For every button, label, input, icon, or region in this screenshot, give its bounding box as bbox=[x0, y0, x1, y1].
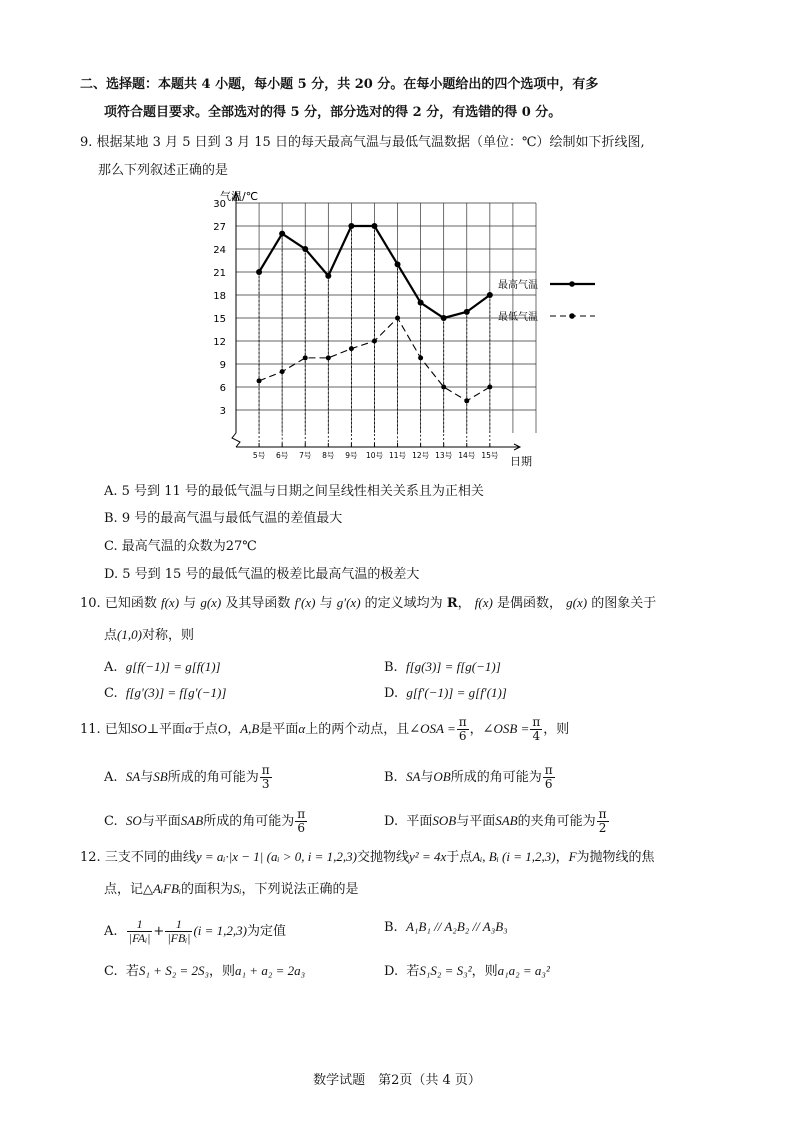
data-point bbox=[395, 261, 401, 267]
q12-math: F bbox=[568, 849, 577, 864]
section-heading-line-1: 二、选择题：本题共 4 小题，每小题 5 分，共 20 分。在每小题给出的四个选项中，有多 bbox=[80, 77, 599, 92]
option-text: 所成的角可能为 bbox=[167, 770, 259, 785]
chart-axes bbox=[232, 192, 520, 450]
option-math: SA bbox=[405, 769, 421, 784]
q12-text: 交抛物线 bbox=[357, 850, 410, 865]
q11-number: 11. bbox=[80, 722, 101, 737]
data-point bbox=[395, 316, 400, 321]
q11-text: ， bbox=[469, 722, 483, 737]
frac-num: π bbox=[458, 715, 467, 729]
q9-option-c: C. 最高气温的众数为27℃ bbox=[104, 539, 257, 554]
data-point bbox=[257, 378, 262, 383]
q11-math: SO bbox=[130, 721, 147, 736]
q11-math: ∠OSB = bbox=[482, 721, 530, 736]
data-point bbox=[302, 246, 308, 252]
option-math: A₁B₁ // A₂B₂ // A₃B₃ bbox=[405, 919, 508, 934]
q12-math: Sᵢ bbox=[232, 881, 242, 896]
option-text: ，则 bbox=[209, 964, 236, 979]
chart-grid bbox=[236, 203, 536, 443]
y-tick-label: 18 bbox=[213, 291, 226, 302]
q10-text: 是偶函数， bbox=[496, 596, 562, 611]
y-tick-label: 9 bbox=[219, 360, 226, 371]
q11-text: ， bbox=[227, 722, 241, 737]
q10-text: ， bbox=[457, 596, 471, 611]
data-point bbox=[348, 223, 354, 229]
x-tick-label: 9号 bbox=[345, 451, 358, 460]
option-label: B. bbox=[384, 920, 398, 935]
q9-option-a: A. 5 号到 11 号的最低气温与日期之间呈线性相关关系且为正相关 bbox=[104, 484, 484, 499]
q12-math: y = aᵢ·|x − 1| (aᵢ > 0, i = 1,2,3) bbox=[195, 849, 358, 864]
q11-text: 是平面 bbox=[259, 722, 299, 737]
x-tick-label: 14号 bbox=[458, 451, 476, 460]
frac-num: π bbox=[261, 763, 270, 777]
y-tick-label: 3 bbox=[219, 406, 226, 417]
y-tick-label: 12 bbox=[213, 337, 226, 348]
y-tick-label: 21 bbox=[213, 268, 226, 279]
option-math: SA bbox=[125, 769, 141, 784]
option-math: SO bbox=[125, 813, 142, 828]
q9-option-b: B. 9 号的最高气温与最低气温的差值最大 bbox=[104, 511, 343, 526]
q9-option-d: D. 5 号到 15 号的最低气温的极差比最高气温的极差大 bbox=[104, 567, 420, 582]
option-label: A. bbox=[104, 924, 118, 939]
page-footer: 数学试题 第2页（共 4 页） bbox=[313, 1073, 481, 1088]
frac-den: 6 bbox=[458, 729, 467, 743]
q10-text: 及其导函数 bbox=[225, 596, 291, 611]
option-math: f[g(3)] = f[g(−1)] bbox=[405, 659, 501, 674]
option-math: S₁S₂ = S₃² bbox=[419, 963, 472, 978]
q12-stem-line-1 bbox=[80, 848, 655, 867]
q12-text: ，下列说法正确的是 bbox=[241, 882, 359, 897]
x-tick-label: 8号 bbox=[322, 451, 335, 460]
frac-den: |FAᵢ| bbox=[128, 931, 151, 945]
q10-text: 点 bbox=[104, 628, 118, 643]
option-math: g[f′(−1)] = g[f′(1)] bbox=[406, 685, 507, 700]
data-point bbox=[441, 315, 447, 321]
option-text: 与平面 bbox=[456, 814, 496, 829]
q9-stem-line-1: 9. 根据某地 3 月 5 日到 3 月 15 日的每天最高气温与最低气温数据（单位：℃）绘制如下折线图, bbox=[80, 135, 645, 150]
q10-math: f(x) bbox=[474, 595, 493, 610]
option-math: g[f(−1)] = g[f(1)] bbox=[125, 659, 221, 674]
q10-math: f′(x) bbox=[294, 595, 316, 610]
option-text: ，则 bbox=[471, 964, 498, 979]
q11-option-b bbox=[384, 764, 556, 791]
frac-den: 6 bbox=[544, 777, 553, 791]
x-tick-label: 10号 bbox=[365, 451, 383, 460]
fraction bbox=[165, 918, 192, 945]
data-point bbox=[280, 369, 285, 374]
fraction bbox=[530, 716, 542, 743]
option-text: 为定值 bbox=[247, 924, 287, 939]
option-label: C. bbox=[104, 814, 118, 829]
data-point bbox=[418, 300, 424, 306]
q9-stem-line-2: 那么下列叙述正确的是 bbox=[98, 163, 229, 178]
q12-option-a bbox=[104, 918, 286, 945]
q11-text: 已知 bbox=[104, 722, 131, 737]
option-text: 与平面 bbox=[141, 814, 181, 829]
q12-math: y² = 4x bbox=[409, 849, 447, 864]
data-point bbox=[464, 398, 469, 403]
frac-den: 4 bbox=[532, 729, 541, 743]
q12-text: 为抛物线的焦 bbox=[576, 850, 655, 865]
q10-text: 的图象关于 bbox=[591, 596, 657, 611]
section-heading-line-2: 项符合题目要求。全部选对的得 5 分，部分选对的得 2 分，有选错的得 0 分。 bbox=[104, 105, 562, 120]
frac-den: 2 bbox=[598, 821, 607, 835]
option-math: S₁ + S₂ = 2S₃ bbox=[138, 963, 210, 978]
data-point bbox=[441, 385, 446, 390]
option-label: D. bbox=[384, 814, 399, 829]
q11-option-c bbox=[104, 808, 308, 835]
option-label: C. bbox=[104, 964, 118, 979]
legend-marker bbox=[569, 313, 575, 319]
data-point bbox=[372, 339, 377, 344]
fraction bbox=[597, 808, 609, 835]
q12-stem-line-2 bbox=[104, 880, 359, 899]
data-point bbox=[464, 309, 470, 315]
q10-stem-line-1 bbox=[80, 594, 656, 613]
option-math: a₁a₂ = a₃² bbox=[497, 963, 550, 978]
option-label: B. bbox=[384, 770, 398, 785]
q12-text: 点，记 bbox=[104, 882, 144, 897]
frac-num: π bbox=[532, 715, 541, 729]
q11-stem bbox=[80, 716, 569, 743]
option-label: C. bbox=[104, 686, 118, 701]
data-point bbox=[349, 346, 354, 351]
data-point bbox=[487, 385, 492, 390]
q12-text: ， bbox=[555, 850, 569, 865]
frac-num: π bbox=[544, 763, 553, 777]
data-point bbox=[303, 355, 308, 360]
q11-option-a bbox=[104, 764, 273, 791]
option-label: D. bbox=[384, 686, 399, 701]
option-text: 所成的角可能为 bbox=[450, 770, 542, 785]
x-tick-label: 7号 bbox=[299, 451, 312, 460]
q10-option-a bbox=[104, 658, 221, 677]
q11-math: ∠OSA = bbox=[409, 721, 456, 736]
option-text: 若 bbox=[125, 964, 139, 979]
q10-stem-line-2 bbox=[104, 626, 194, 645]
q10-option-c bbox=[104, 684, 226, 703]
y-tick-label: 6 bbox=[219, 383, 226, 394]
data-point bbox=[325, 273, 331, 279]
q10-text: 对称，则 bbox=[141, 628, 194, 643]
frac-den: 3 bbox=[261, 777, 270, 791]
option-math: SAB bbox=[495, 813, 518, 828]
plus-symbol: + bbox=[153, 924, 165, 939]
data-point bbox=[418, 355, 423, 360]
frac-num: 1 bbox=[165, 918, 192, 932]
data-point bbox=[256, 269, 262, 275]
q12-option-d bbox=[384, 962, 550, 981]
option-label: D. bbox=[384, 964, 399, 979]
option-math: f[g′(3)] = f[g′(−1)] bbox=[125, 685, 227, 700]
x-tick-label: 11号 bbox=[389, 451, 407, 460]
q11-text: 于点 bbox=[191, 722, 218, 737]
option-math: SB bbox=[153, 769, 168, 784]
q11-math: O bbox=[217, 721, 228, 736]
q12-option-c bbox=[104, 962, 305, 981]
q10-number: 10. bbox=[80, 596, 101, 611]
y-tick-label: 15 bbox=[213, 314, 226, 325]
option-text: 所成的角可能为 bbox=[203, 814, 295, 829]
frac-num: 1 bbox=[127, 918, 153, 932]
option-label: A. bbox=[104, 660, 118, 675]
data-point bbox=[326, 355, 331, 360]
option-math: OB bbox=[433, 769, 451, 784]
data-point bbox=[487, 292, 493, 298]
x-tick-label: 15号 bbox=[481, 451, 499, 460]
q10-math: R bbox=[446, 596, 458, 611]
x-tick-label: 13号 bbox=[435, 451, 453, 460]
q12-text: 的面积为 bbox=[180, 882, 233, 897]
fraction bbox=[260, 764, 272, 791]
chart-legend bbox=[498, 278, 595, 323]
fraction bbox=[295, 808, 307, 835]
option-text: 与 bbox=[420, 770, 434, 785]
q11-option-d bbox=[384, 808, 610, 835]
q12-number: 12. bbox=[80, 850, 101, 865]
y-tick-label: 24 bbox=[213, 245, 226, 256]
x-tick-label: 12号 bbox=[412, 451, 430, 460]
option-text: 平面 bbox=[406, 814, 433, 829]
q11-text: 平面 bbox=[158, 722, 185, 737]
q12-text: 三支不同的曲线 bbox=[104, 850, 196, 865]
axis-break bbox=[232, 433, 240, 447]
option-text: 若 bbox=[406, 964, 420, 979]
data-point bbox=[371, 223, 377, 229]
frac-den: |FBᵢ| bbox=[167, 931, 191, 945]
q11-math: A,B bbox=[240, 721, 260, 736]
q10-math: g′(x) bbox=[336, 595, 361, 610]
q10-option-b bbox=[384, 658, 501, 677]
perp-symbol: ⊥ bbox=[146, 722, 159, 737]
q11-math: α bbox=[298, 721, 306, 736]
fraction bbox=[127, 918, 153, 945]
q12-math: △AᵢFBᵢ bbox=[143, 881, 181, 896]
frac-den: 6 bbox=[297, 821, 305, 835]
frac-num: π bbox=[598, 807, 607, 821]
legend-label: 最低气温 bbox=[498, 312, 538, 323]
q10-text: 与 bbox=[183, 596, 197, 611]
fraction bbox=[457, 716, 469, 743]
q10-math: g(x) bbox=[200, 595, 222, 610]
legend-label: 最高气温 bbox=[498, 280, 538, 291]
legend-marker bbox=[569, 281, 575, 287]
x-tick-label: 5号 bbox=[252, 451, 266, 460]
y-tick-label: 30 bbox=[213, 199, 226, 210]
q10-text: 已知函数 bbox=[104, 596, 157, 611]
q12-math: Aᵢ, Bᵢ (i = 1,2,3) bbox=[472, 849, 556, 864]
q11-text: 上的两个动点，且 bbox=[305, 722, 410, 737]
q11-text: ，则 bbox=[543, 722, 570, 737]
q10-math: (1,0) bbox=[117, 627, 142, 642]
q12-option-b bbox=[384, 918, 508, 937]
temperature-line-chart bbox=[190, 180, 610, 472]
option-math: a₁ + a₂ = 2a₃ bbox=[235, 963, 306, 978]
q10-text: 的定义域均为 bbox=[364, 596, 443, 611]
frac-num: π bbox=[297, 807, 306, 821]
option-math: (i = 1,2,3) bbox=[193, 923, 248, 938]
chart-ticks bbox=[213, 199, 499, 460]
q10-text: 与 bbox=[319, 596, 333, 611]
option-text: 与 bbox=[140, 770, 154, 785]
option-label: B. bbox=[384, 660, 398, 675]
fraction bbox=[543, 764, 555, 791]
data-point bbox=[279, 231, 285, 237]
x-tick-label: 6号 bbox=[276, 451, 289, 460]
q12-text: 于点 bbox=[446, 850, 473, 865]
y-tick-label: 27 bbox=[213, 222, 226, 233]
option-label: A. bbox=[104, 770, 118, 785]
q11-math: α bbox=[184, 721, 192, 736]
option-text: 的夹角可能为 bbox=[517, 814, 596, 829]
q10-math: f(x) bbox=[160, 595, 180, 610]
q10-option-d bbox=[384, 684, 507, 703]
q10-math: g(x) bbox=[566, 595, 588, 610]
y-axis-label: 气温/℃ bbox=[220, 190, 259, 203]
x-axis-label: 日期 bbox=[510, 455, 532, 468]
option-math: SAB bbox=[180, 813, 204, 828]
option-math: SOB bbox=[432, 813, 457, 828]
